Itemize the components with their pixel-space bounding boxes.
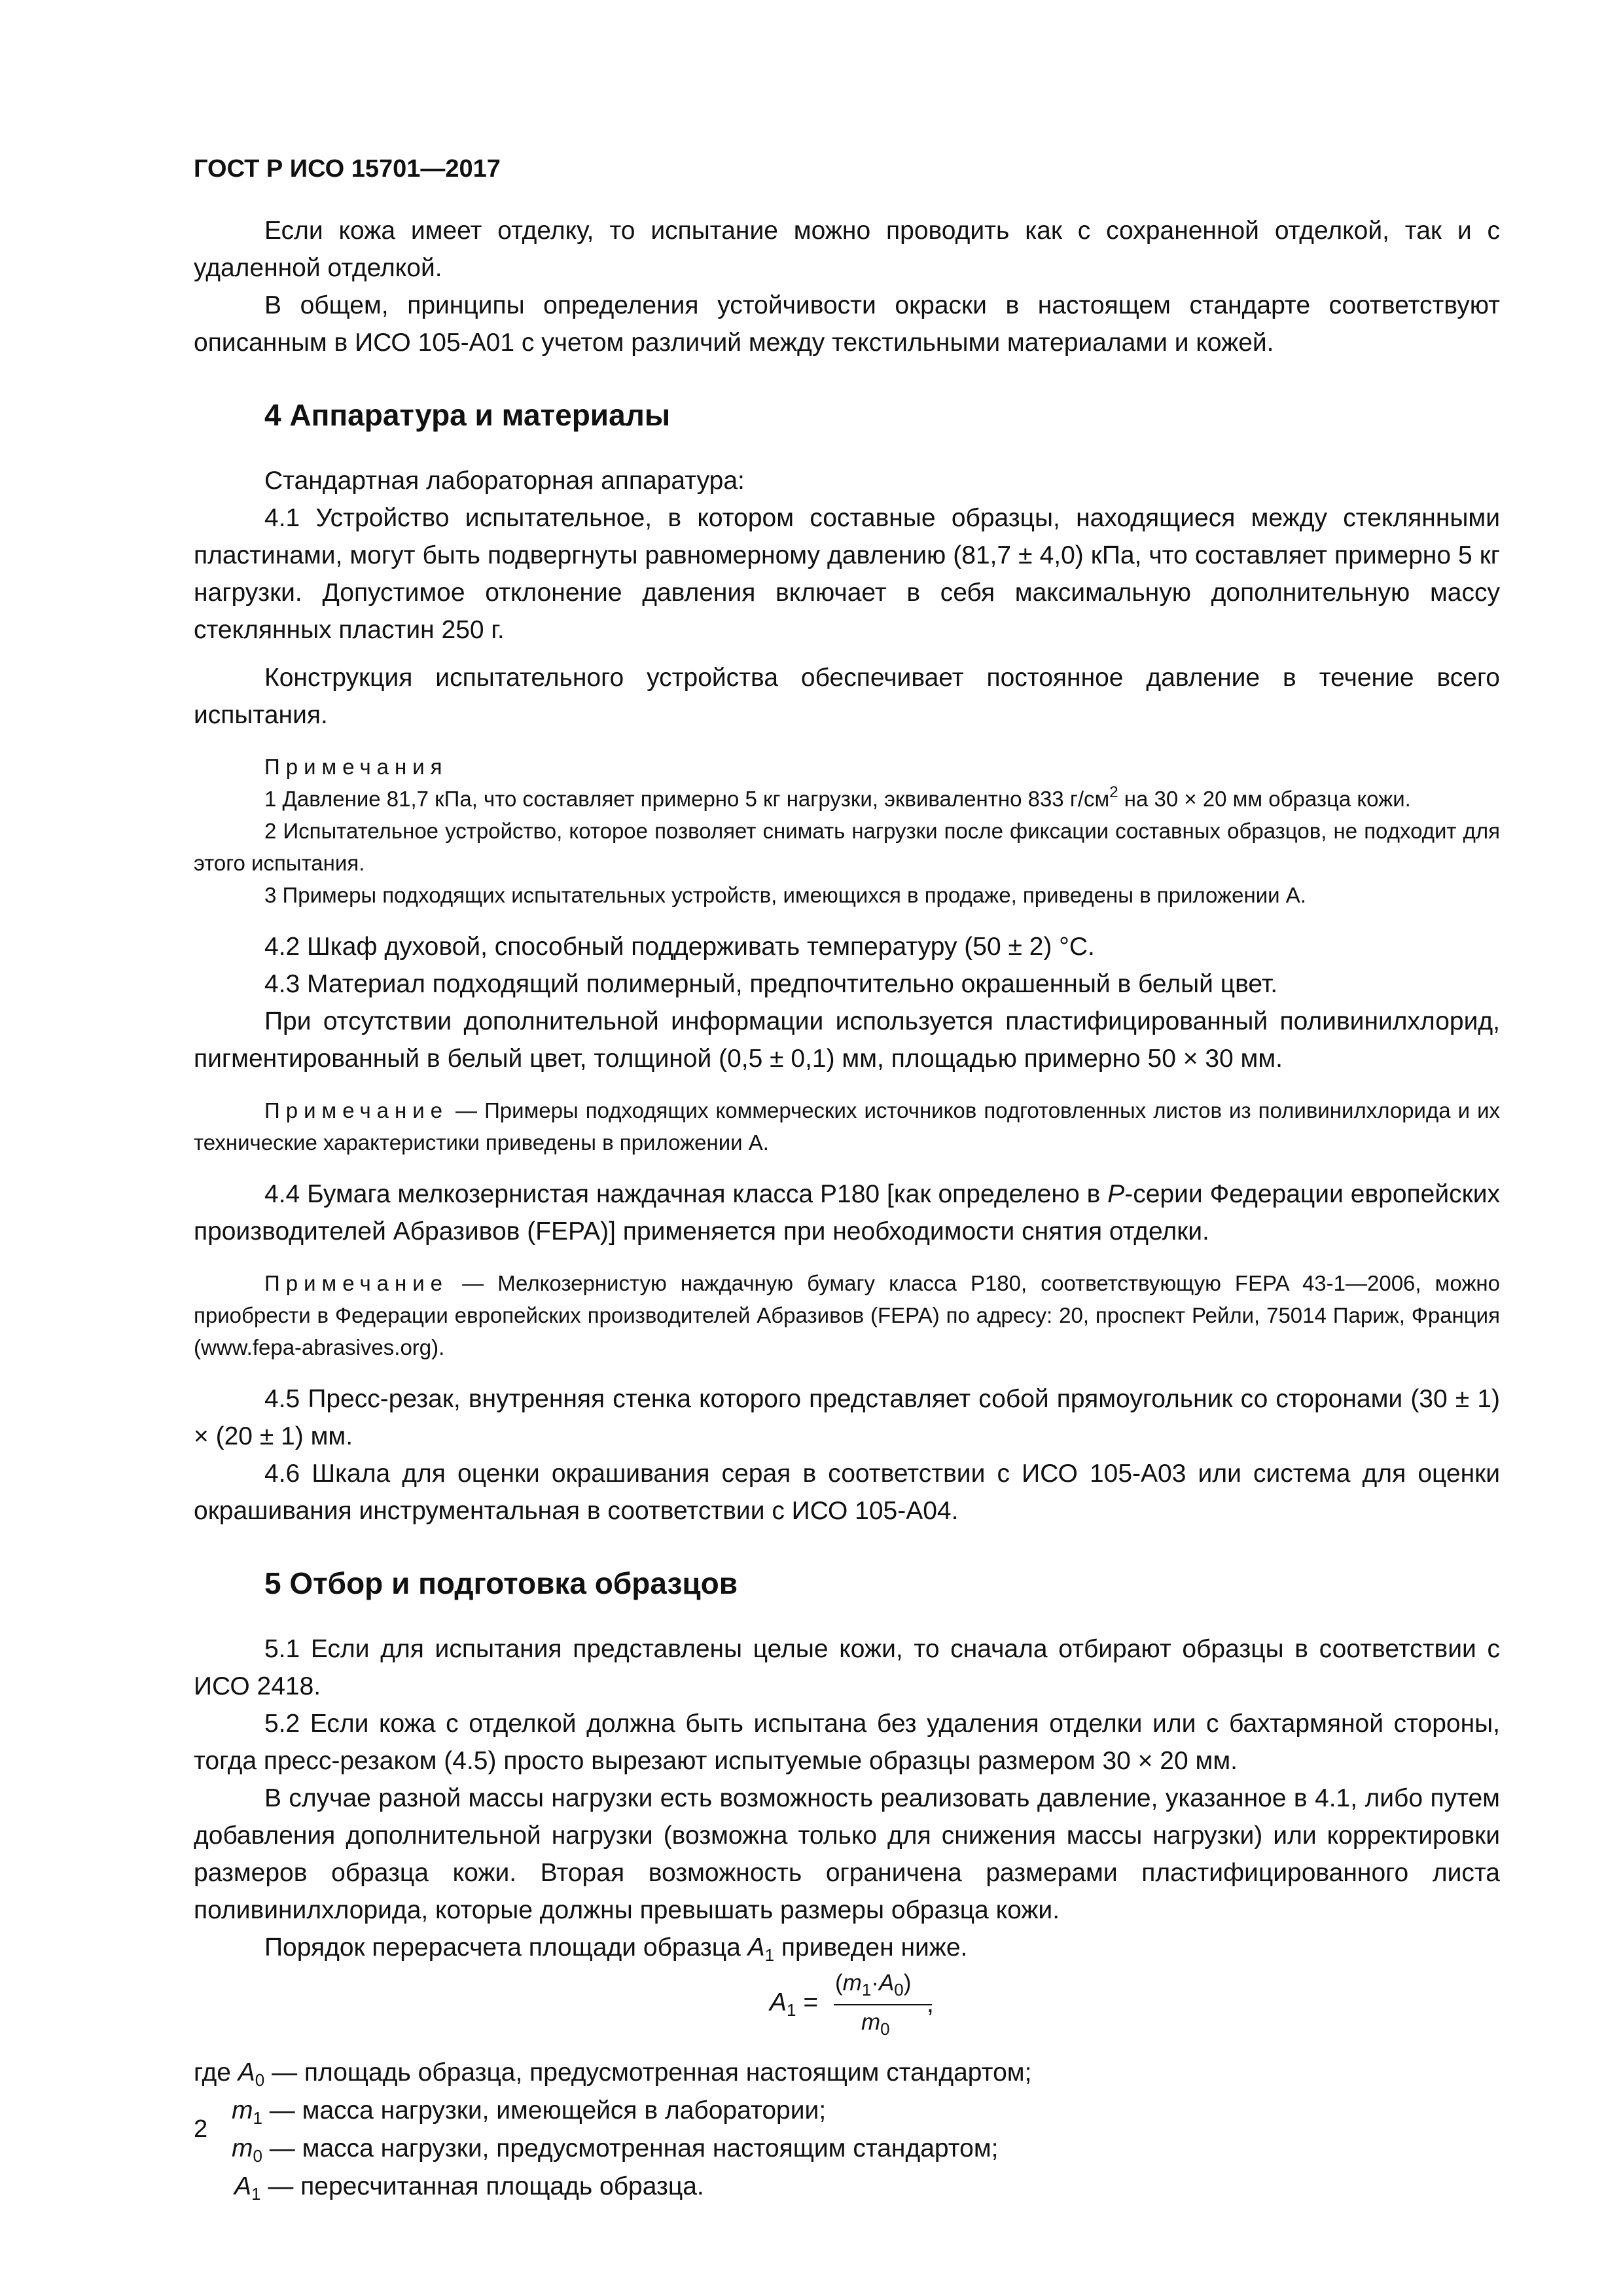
formula-den-m: m <box>861 2009 881 2035</box>
note-label: Примечание <box>264 1271 449 1295</box>
notes-block-title <box>194 751 1500 783</box>
formula-num-A: A <box>878 1970 895 1996</box>
note-1-text-a: 1 Давление 81,7 кПа, что составляет примерно 5 кг нагрузки, эквивалентно 833 г/см <box>264 787 1110 811</box>
area-formula <box>194 1970 1500 2049</box>
intro-paragraph-1: Если кожа имеет отделку, то испытание можно проводить как с сохраненной отделкой, так и с удаленной отделкой. <box>194 217 1500 282</box>
formula-paren-close: ) <box>903 1970 912 1996</box>
item-4-4-italic: Р <box>1107 1180 1125 1208</box>
note-4-3-text: — Примеры подходящих коммерческих источников подготовленных листов из поливинилхлорида и их технические характеристики приведены в приложении А. <box>194 1098 1500 1155</box>
page-number: 2 <box>194 2115 208 2143</box>
definition-m1 <box>194 2092 1500 2130</box>
recalc-symbol-A: A <box>747 1933 765 1962</box>
def-m0-symbol: m <box>232 2134 253 2162</box>
item-4-1: 4.1 Устройство испытательное, в котором составные образцы, находящиеся между стеклянными пластинами, могут быть подвергнуты равномерному давлению (81,7 ± 4,0) кПа, что составляет примерно 5 кг нагрузки. Допустимое отклонение давления включает в себя максимальную дополнительную массу стеклянных пластин 250 г. <box>194 504 1500 644</box>
def-m0-text: — масса нагрузки, предусмотренная настоящим стандартом; <box>262 2134 999 2162</box>
intro-paragraph-2: В общем, принципы определения устойчивости окраски в настоящем стандарте соответствуют описанным в ИСО 105-А01 с учетом различий между текстильными материалами и кожей. <box>194 291 1500 357</box>
section-4-heading: 4 Аппаратура и материалы <box>264 398 671 432</box>
item-4-4-text-a: 4.4 Бумага мелкозернистая наждачная класса Р180 [как определено в <box>264 1180 1108 1208</box>
formula-equals: = <box>803 1988 819 2017</box>
definition-A1 <box>194 2168 1500 2206</box>
note-label: Примечание <box>264 1098 449 1122</box>
formula-denominator <box>861 2009 890 2039</box>
def-A0-text: — площадь образца, предусмотренная настоящим стандартом; <box>264 2058 1032 2087</box>
item-4-5: 4.5 Пресс-резак, внутренняя стенка которого представляет собой прямоугольник со сторонами (30 ± 1) × (20 ± 1) мм. <box>194 1385 1500 1450</box>
note-4-4 <box>194 1267 1500 1363</box>
note-1-superscript: 2 <box>1109 783 1118 801</box>
def-A1-subscript: 1 <box>251 2184 261 2204</box>
note-4-3 <box>194 1094 1500 1158</box>
item-4-1-continuation: Конструкция испытательного устройства обеспечивает постоянное давление в течение всего испытания. <box>194 664 1500 729</box>
note-2: 2 Испытательное устройство, которое позволяет снимать нагрузки после фиксации составных образцов, не подходит для этого испытания. <box>194 819 1500 875</box>
recalc-intro <box>194 1929 1500 1966</box>
document-page <box>194 152 1500 2206</box>
formula-den-m-subscript: 0 <box>880 2019 890 2039</box>
formula-lhs-symbol: A <box>770 1988 787 2017</box>
note-4-4-text: — Мелкозернистую наждачную бумагу класса Р180, соответствующую FEPA 43-1—2006, можно приобрести в Федерации европейских производителей Абразивов (FEPA) по адресу: 20, проспект Рейли, 75014 Париж, Франция (www.fepa-abrasives.org). <box>194 1271 1500 1359</box>
formula-num-m: m <box>842 1970 862 1996</box>
def-m1-symbol: m <box>232 2096 253 2125</box>
item-4-3: 4.3 Материал подходящий полимерный, предпочтительно окрашенный в белый цвет. <box>264 970 1278 998</box>
formula-comma: , <box>927 1990 934 2018</box>
def-m1-subscript: 1 <box>253 2108 262 2128</box>
item-5-2: 5.2 Если кожа с отделкой должна быть испытана без удаления отделки или с бахтармяной стороны, тогда пресс-резаком (4.5) просто вырезают испытуемые образцы размером 30 × 20 мм. <box>194 1710 1500 1775</box>
notes-title: Примечания <box>264 755 448 779</box>
item-4-6: 4.6 Шкала для оценки окрашивания серая в соответствии с ИСО 105-А03 или система для оценки окрашивания инструментальная в соответствии с ИСО 105-А04. <box>194 1460 1500 1525</box>
item-4-2: 4.2 Шкаф духовой, способный поддерживать температуру (50 ± 2) °С. <box>264 933 1095 961</box>
where-word: где <box>194 2058 238 2087</box>
item-4-3-continuation: При отсутствии дополнительной информации используется пластифицированный поливинилхлорид, пигментированный в белый цвет, толщиной (0,5 ± 0,1) мм, площадью примерно 50 × 30 мм. <box>194 1007 1500 1073</box>
definition-m0 <box>194 2130 1500 2168</box>
def-A0-subscript: 0 <box>255 2070 265 2090</box>
def-m0-subscript: 0 <box>253 2146 262 2166</box>
note-1-text-b: на 30 × 20 мм образца кожи. <box>1118 787 1411 811</box>
def-A1-text: — пересчитанная площадь образца. <box>260 2172 704 2200</box>
formula-numerator <box>835 1970 912 2000</box>
note-3: 3 Примеры подходящих испытательных устройств, имеющихся в продаже, приведены в приложении А. <box>264 883 1306 907</box>
formula-fraction-bar <box>834 2004 932 2005</box>
def-A0-symbol: A <box>238 2058 255 2087</box>
note-1 <box>194 783 1500 815</box>
item-5-1: 5.1 Если для испытания представлены целые кожи, то сначала отбирают образцы в соответствии с ИСО 2418. <box>194 1635 1500 1700</box>
formula-dot: · <box>871 1970 879 1996</box>
formula-lhs-subscript: 1 <box>787 2000 796 2020</box>
section-4-lead: Стандартная лабораторная аппаратура: <box>264 467 745 495</box>
formula-paren-open: ( <box>835 1970 843 1996</box>
recalc-text-a: Порядок перерасчета площади образца <box>264 1933 748 1962</box>
recalc-subscript: 1 <box>764 1945 775 1965</box>
def-A1-symbol: A <box>234 2172 252 2200</box>
formula-num-m-subscript: 1 <box>861 1980 872 2000</box>
def-m1-text: — масса нагрузки, имеющейся в лаборатории; <box>262 2096 827 2125</box>
item-4-4-text-b: -серии Федерации европейских производителей Абразивов (FEPA)] применяется при необходимости снятия отделки. <box>194 1180 1500 1246</box>
variable-definitions <box>194 2054 1500 2206</box>
formula-num-A-subscript: 0 <box>894 1980 904 2000</box>
item-5-2-continuation: В случае разной массы нагрузки есть возможность реализовать давление, указанное в 4.1, либо путем добавления дополнительной нагрузки (возможна только для снижения массы нагрузки) или корректировки размеров образца кожи. Вторая возможность ограничена размерами пластифицированного листа поливинилхлорида, которые должны превышать размеры образца кожи. <box>194 1784 1500 1924</box>
section-5-heading: 5 Отбор и подготовка образцов <box>264 1566 738 1600</box>
standard-header: ГОСТ Р ИСО 15701—2017 <box>194 155 501 183</box>
recalc-text-b: приведен ниже. <box>774 1933 968 1962</box>
item-4-4 <box>194 1175 1500 1250</box>
formula-lhs <box>770 1988 819 2020</box>
definition-A0 <box>194 2054 1500 2092</box>
